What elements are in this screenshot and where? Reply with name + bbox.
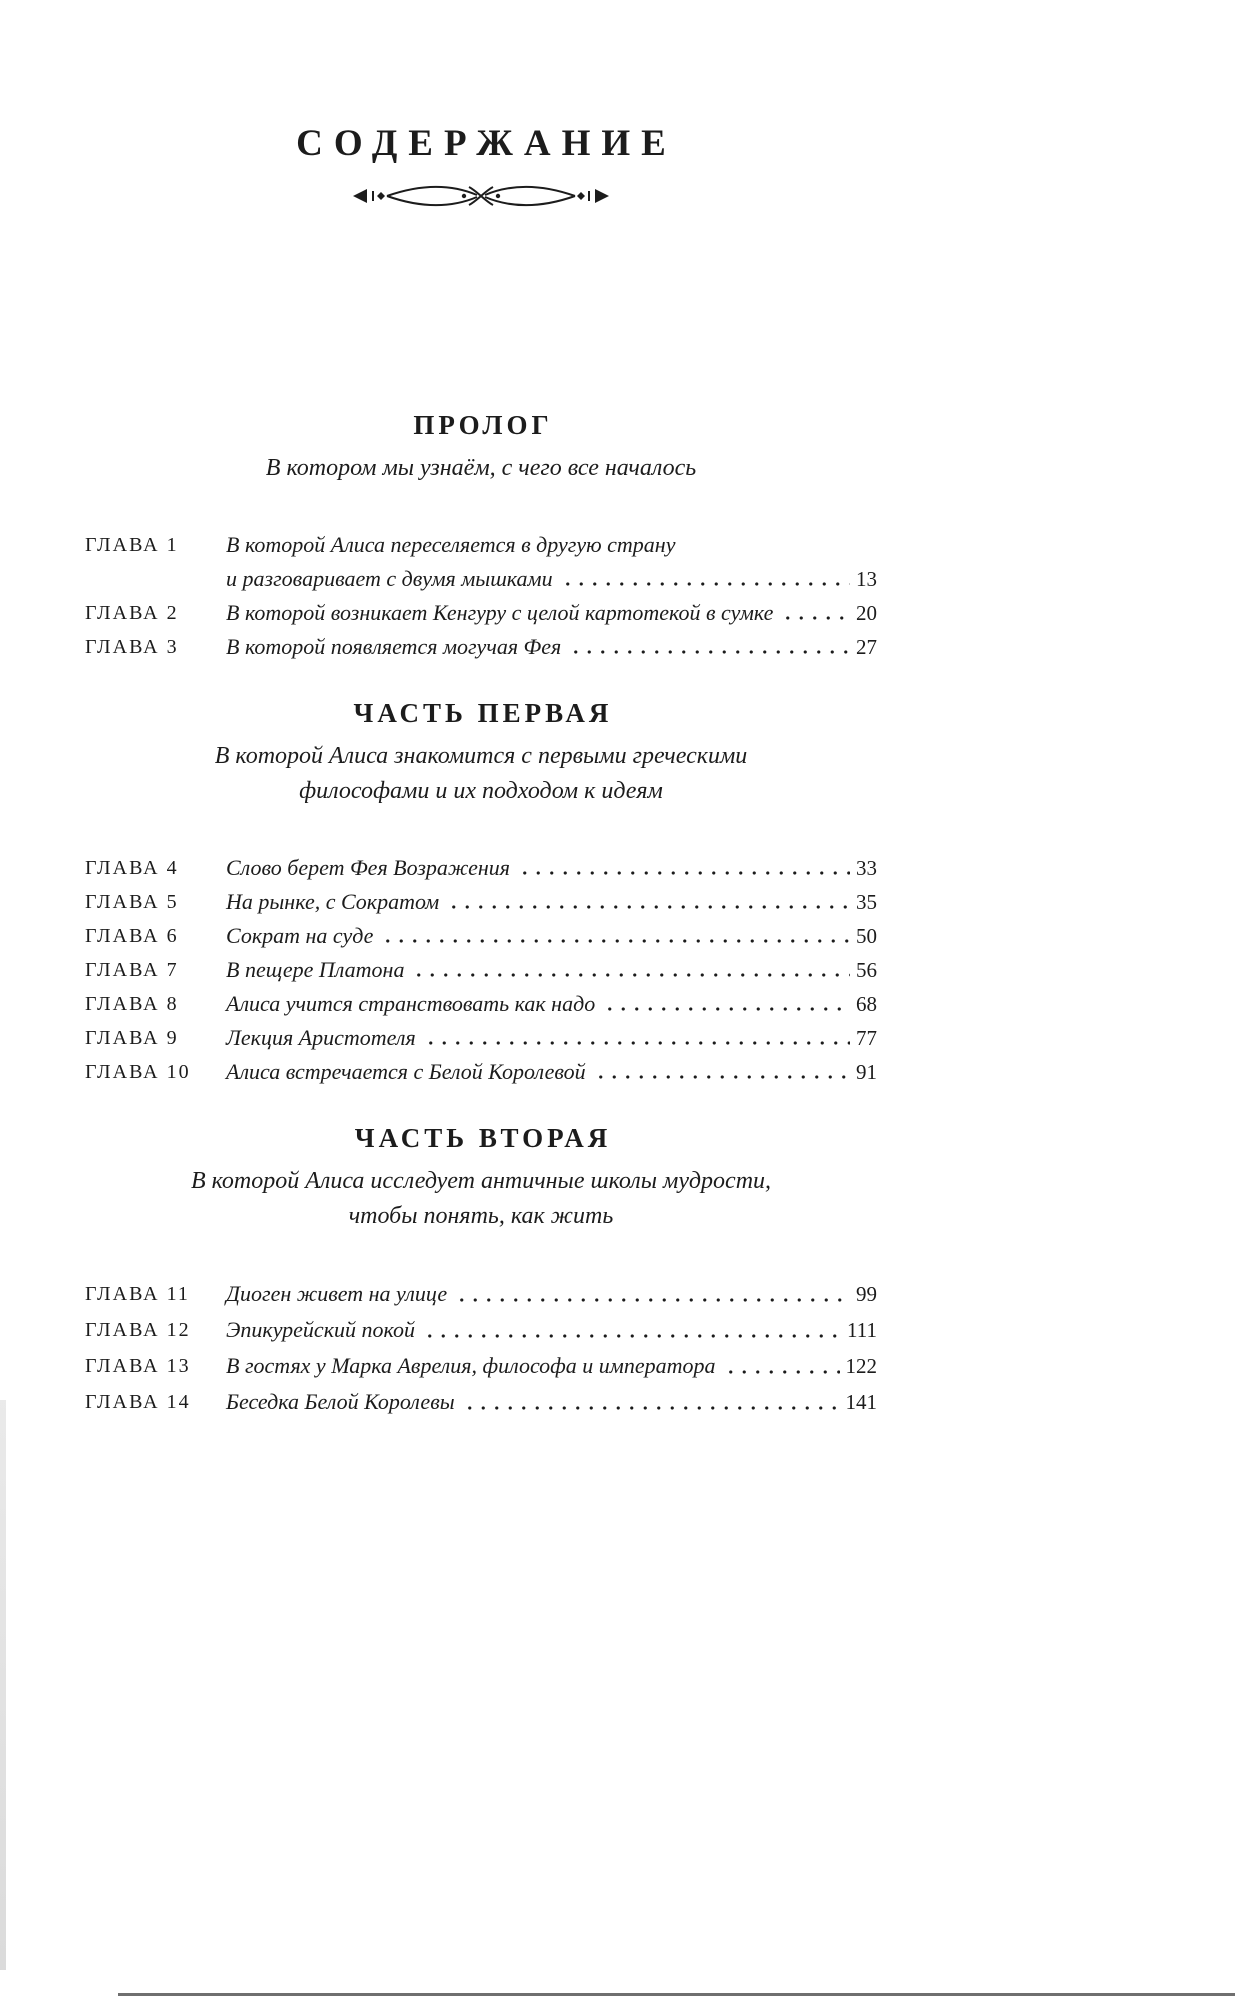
dot-leader xyxy=(724,1348,840,1384)
chapter-label: ГЛАВА 7 xyxy=(85,959,179,981)
chapter-label: ГЛАВА 14 xyxy=(85,1391,191,1413)
entry-text: Эпикурейский покой xyxy=(226,1317,415,1342)
entry-text: Диоген живет на улице xyxy=(226,1281,448,1306)
dot-leader xyxy=(569,630,850,664)
scan-artifact-left-edge xyxy=(0,1400,6,1970)
entry-text: На рынке, с Сократом xyxy=(226,889,440,914)
entry-line xyxy=(226,1348,877,1384)
entry-title xyxy=(226,1276,877,1312)
toc-section xyxy=(85,698,877,1089)
entry-text: Сократ на суде xyxy=(226,923,374,948)
chapter-label: ГЛАВА 12 xyxy=(85,1319,191,1341)
scan-artifact-bottom-edge xyxy=(118,1993,1235,1996)
page-number: 77 xyxy=(856,1026,877,1050)
entry-line xyxy=(226,1312,877,1348)
entry-line xyxy=(226,885,877,919)
dot-leader xyxy=(455,1276,850,1312)
section-heading: ЧАСТЬ ПЕРВАЯ xyxy=(353,698,613,728)
entry-text: Беседка Белой Королевы xyxy=(226,1389,455,1414)
section-subtitle-line: чтобы понять, как жить xyxy=(348,1203,614,1229)
toc-entry xyxy=(85,528,877,596)
page-number: 27 xyxy=(856,635,877,659)
ornament-divider xyxy=(85,179,877,218)
entry-line xyxy=(226,953,877,987)
page-number: 122 xyxy=(845,1354,877,1378)
chapter-label: ГЛАВА 2 xyxy=(85,602,179,624)
chapter-label: ГЛАВА 5 xyxy=(85,891,179,913)
entry-title xyxy=(226,630,877,664)
dot-leader xyxy=(561,562,850,596)
dot-leader xyxy=(594,1055,850,1089)
section-subtitle xyxy=(85,739,877,809)
chapter-label: ГЛАВА 6 xyxy=(85,925,179,947)
chapter-label: ГЛАВА 8 xyxy=(85,993,179,1015)
entry-text: Слово берет Фея Возражения xyxy=(226,855,510,880)
entry-line xyxy=(226,528,877,562)
entry-line xyxy=(226,919,877,953)
entry-text: и разговаривает с двумя мышками xyxy=(226,566,553,591)
entry-title xyxy=(226,528,877,596)
section-subtitle-line: В которой Алиса исследует античные школы мудрости, xyxy=(190,1168,772,1194)
page-number: 20 xyxy=(856,601,877,625)
section-subtitle-line: В котором мы узнаём, с чего все началось xyxy=(265,455,697,481)
dot-leader xyxy=(423,1312,841,1348)
toc-entry xyxy=(85,1312,877,1348)
entry-title xyxy=(226,1055,877,1089)
toc-entry xyxy=(85,596,877,630)
entry-title xyxy=(226,987,877,1021)
entry-title xyxy=(226,1312,877,1348)
entry-text: В которой появляется могучая Фея xyxy=(226,634,562,659)
entry-line xyxy=(226,987,877,1021)
page-number: 35 xyxy=(856,890,877,914)
section-subtitle xyxy=(85,451,877,486)
entry-title xyxy=(226,1348,877,1384)
section-subtitle-line: философами и их подходом к идеям xyxy=(299,778,663,804)
toc-entry xyxy=(85,919,877,953)
entry-line xyxy=(226,562,877,596)
entry-list xyxy=(85,528,877,664)
entry-text: Алиса встречается с Белой Королевой xyxy=(226,1059,586,1084)
toc-entry xyxy=(85,953,877,987)
toc-entry xyxy=(85,1384,877,1420)
toc-entry xyxy=(85,851,877,885)
entry-text: В которой возникает Кенгуру с целой картотекой в сумке xyxy=(226,600,774,625)
entry-title xyxy=(226,1021,877,1055)
chapter-label: ГЛАВА 10 xyxy=(85,1061,191,1083)
page-number: 68 xyxy=(856,992,877,1016)
entry-line xyxy=(226,1021,877,1055)
page-number: 111 xyxy=(847,1318,877,1342)
toc-entry xyxy=(85,1055,877,1089)
dot-leader xyxy=(424,1021,850,1055)
dot-leader xyxy=(518,851,850,885)
toc-entry xyxy=(85,1348,877,1384)
entry-line xyxy=(226,851,877,885)
entry-title xyxy=(226,919,877,953)
page-number: 91 xyxy=(856,1060,877,1084)
toc-sections xyxy=(85,410,877,1420)
entry-line xyxy=(226,1055,877,1089)
page-number: 99 xyxy=(856,1282,877,1306)
section-subtitle xyxy=(85,1164,877,1234)
section-heading: ЧАСТЬ ВТОРАЯ xyxy=(354,1123,612,1153)
entry-text: Алиса учится странствовать как надо xyxy=(226,991,596,1016)
chapter-label: ГЛАВА 3 xyxy=(85,636,179,658)
dot-leader xyxy=(781,596,850,630)
toc-section xyxy=(85,1123,877,1420)
entry-title xyxy=(226,596,877,630)
entry-line xyxy=(226,596,877,630)
page-number: 141 xyxy=(845,1390,877,1414)
dot-leader xyxy=(381,919,850,953)
section-subtitle-line: В которой Алиса знакомится с первыми греческими xyxy=(214,743,748,769)
entry-title xyxy=(226,885,877,919)
entry-text: В которой Алиса переселяется в другую страну xyxy=(226,532,676,557)
entry-title xyxy=(226,953,877,987)
chapter-label: ГЛАВА 9 xyxy=(85,1027,179,1049)
page-number: 13 xyxy=(856,567,877,591)
toc-entry xyxy=(85,630,877,664)
toc-entry xyxy=(85,1276,877,1312)
chapter-label: ГЛАВА 1 xyxy=(85,534,179,556)
toc-content xyxy=(85,0,877,1420)
page-number: 56 xyxy=(856,958,877,982)
entry-text: В гостях у Марка Аврелия, философа и императора xyxy=(226,1353,716,1378)
toc-section xyxy=(85,410,877,664)
page-title: СОДЕРЖАНИЕ xyxy=(296,123,677,164)
entry-line xyxy=(226,1276,877,1312)
dot-leader xyxy=(447,885,850,919)
toc-entry xyxy=(85,987,877,1021)
entry-list xyxy=(85,851,877,1089)
toc-entry xyxy=(85,1021,877,1055)
chapter-label: ГЛАВА 13 xyxy=(85,1355,191,1377)
entry-line xyxy=(226,1384,877,1420)
section-heading: ПРОЛОГ xyxy=(413,410,553,440)
page-number: 33 xyxy=(856,856,877,880)
toc-entry xyxy=(85,885,877,919)
ornament-flourish-icon xyxy=(351,179,611,213)
dot-leader xyxy=(463,1384,840,1420)
entry-title xyxy=(226,851,877,885)
entry-list xyxy=(85,1276,877,1420)
entry-title xyxy=(226,1384,877,1420)
entry-text: Лекция Аристотеля xyxy=(226,1025,416,1050)
dot-leader xyxy=(412,953,850,987)
page-number: 50 xyxy=(856,924,877,948)
chapter-label: ГЛАВА 4 xyxy=(85,857,179,879)
entry-line xyxy=(226,630,877,664)
dot-leader xyxy=(603,987,850,1021)
chapter-label: ГЛАВА 11 xyxy=(85,1283,190,1305)
entry-text: В пещере Платона xyxy=(226,957,405,982)
